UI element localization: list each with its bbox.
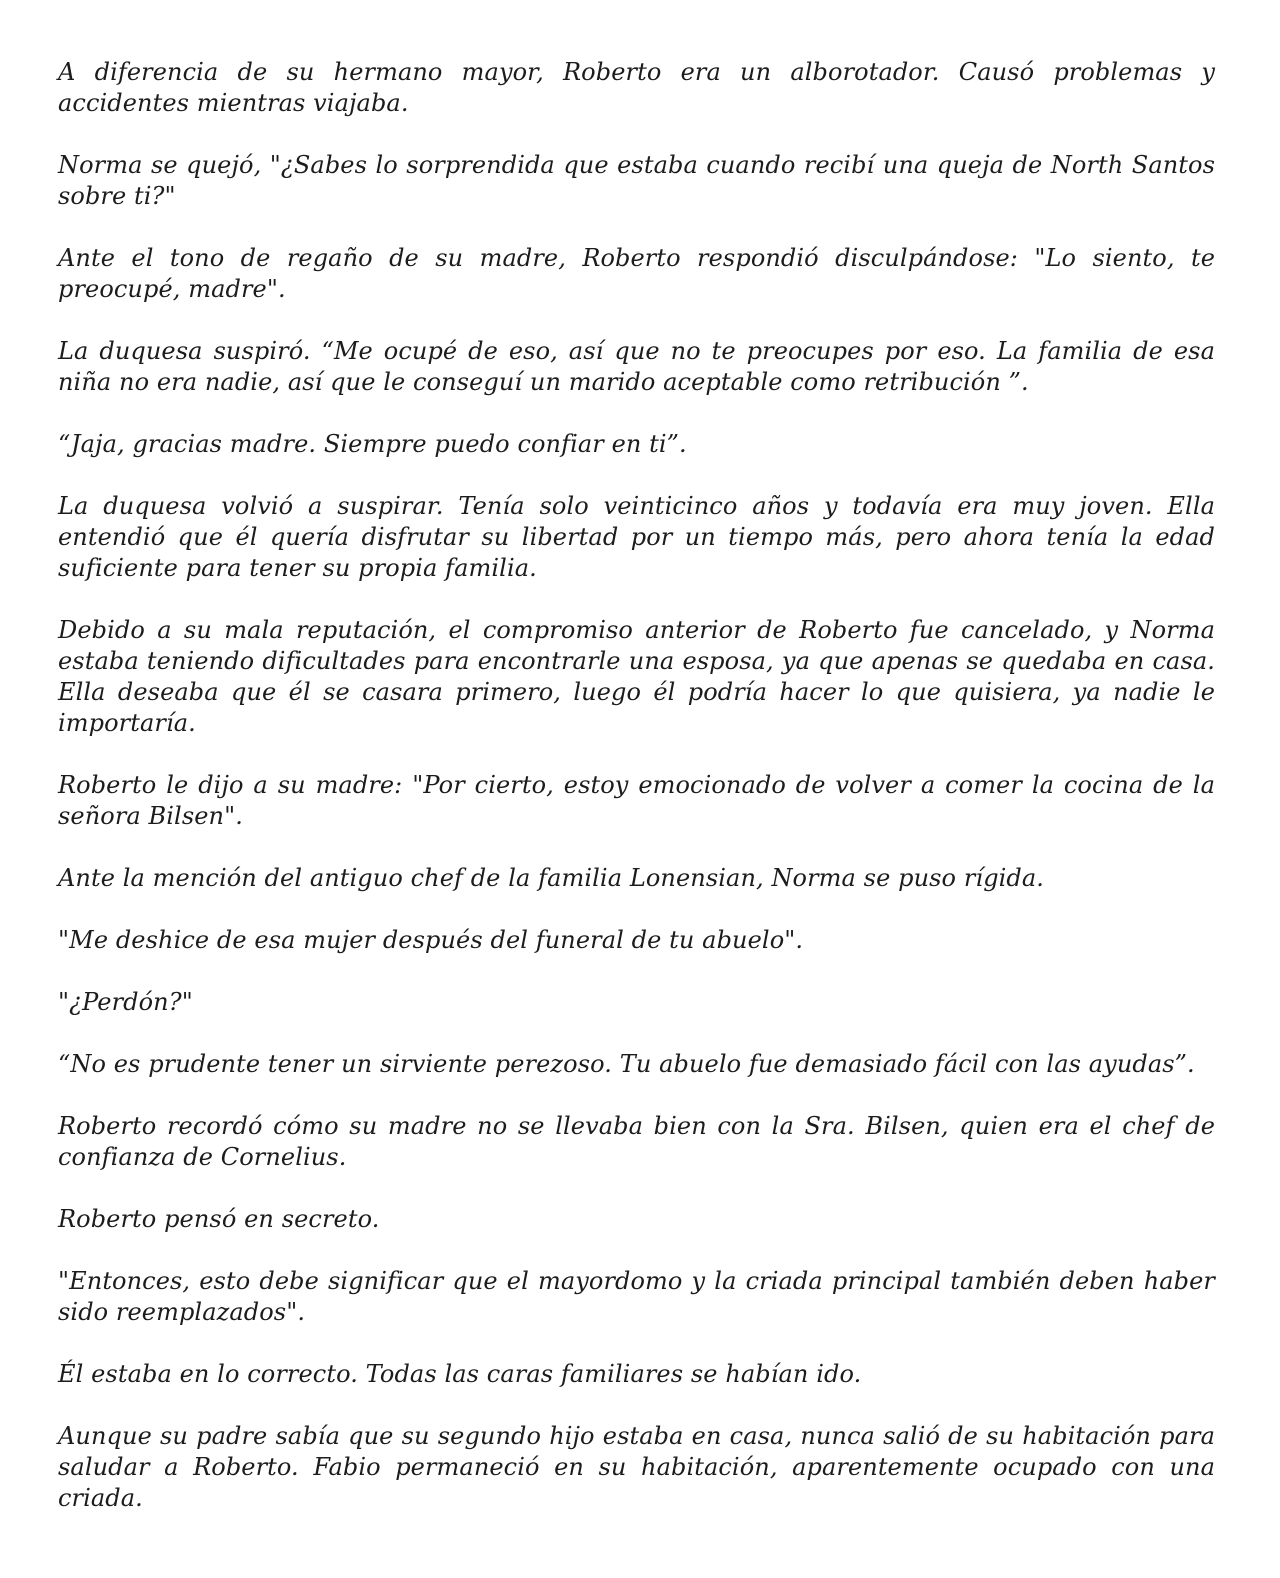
paragraph: Aunque su padre sabía que su segundo hijo estaba en casa, nunca salió de su habitación para saludar a Roberto. Fabio permaneció en su habitación, aparentemente ocupado con una criada. xyxy=(58,1422,1215,1512)
paragraph: Roberto le dijo a su madre: "Por cierto, estoy emocionado de volver a comer la cocina de la señora Bilsen". xyxy=(58,771,1215,830)
paragraph: Roberto pensó en secreto. xyxy=(58,1205,380,1233)
paragraph: Norma se quejó, "¿Sabes lo sorprendida que estaba cuando recibí una queja de North Santos sobre ti?" xyxy=(58,151,1215,210)
paragraph: "Me deshice de esa mujer después del funeral de tu abuelo". xyxy=(58,926,804,954)
paragraph: “No es prudente tener un sirviente perezoso. Tu abuelo fue demasiado fácil con las ayudas”. xyxy=(58,1050,1195,1078)
paragraph: La duquesa suspiró. “Me ocupé de eso, así que no te preocupes por eso. La familia de esa niña no era nadie, así que le conseguí un marido aceptable como retribución ”. xyxy=(58,337,1215,396)
paragraph: Debido a su mala reputación, el compromiso anterior de Roberto fue cancelado, y Norma estaba teniendo dificultades para encontrarle una esposa, ya que apenas se quedaba en casa. Ella deseaba que él se casara primero, luego él podría hacer lo que quisiera, ya nadie le importaría. xyxy=(58,616,1215,737)
paragraph: Él estaba en lo correcto. Todas las caras familiares se habían ido. xyxy=(58,1360,862,1388)
paragraph: “Jaja, gracias madre. Siempre puedo confiar en ti”. xyxy=(58,430,687,458)
paragraph: "Entonces, esto debe significar que el mayordomo y la criada principal también deben haber sido reemplazados". xyxy=(58,1267,1215,1326)
paragraph: Ante el tono de regaño de su madre, Roberto respondió disculpándose: "Lo siento, te preocupé, madre". xyxy=(58,244,1215,303)
paragraph: "¿Perdón?" xyxy=(58,988,193,1016)
paragraph: Roberto recordó cómo su madre no se llevaba bien con la Sra. Bilsen, quien era el chef de confianza de Cornelius. xyxy=(58,1112,1215,1171)
paragraph: Ante la mención del antiguo chef de la familia Lonensian, Norma se puso rígida. xyxy=(58,864,1045,892)
document-body xyxy=(58,57,1215,1514)
paragraph: A diferencia de su hermano mayor, Roberto era un alborotador. Causó problemas y accidentes mientras viajaba. xyxy=(58,58,1215,117)
paragraph: La duquesa volvió a suspirar. Tenía solo veinticinco años y todavía era muy joven. Ella entendió que él quería disfrutar su libertad por un tiempo más, pero ahora tenía la edad suficiente para tener su propia familia. xyxy=(58,492,1215,582)
